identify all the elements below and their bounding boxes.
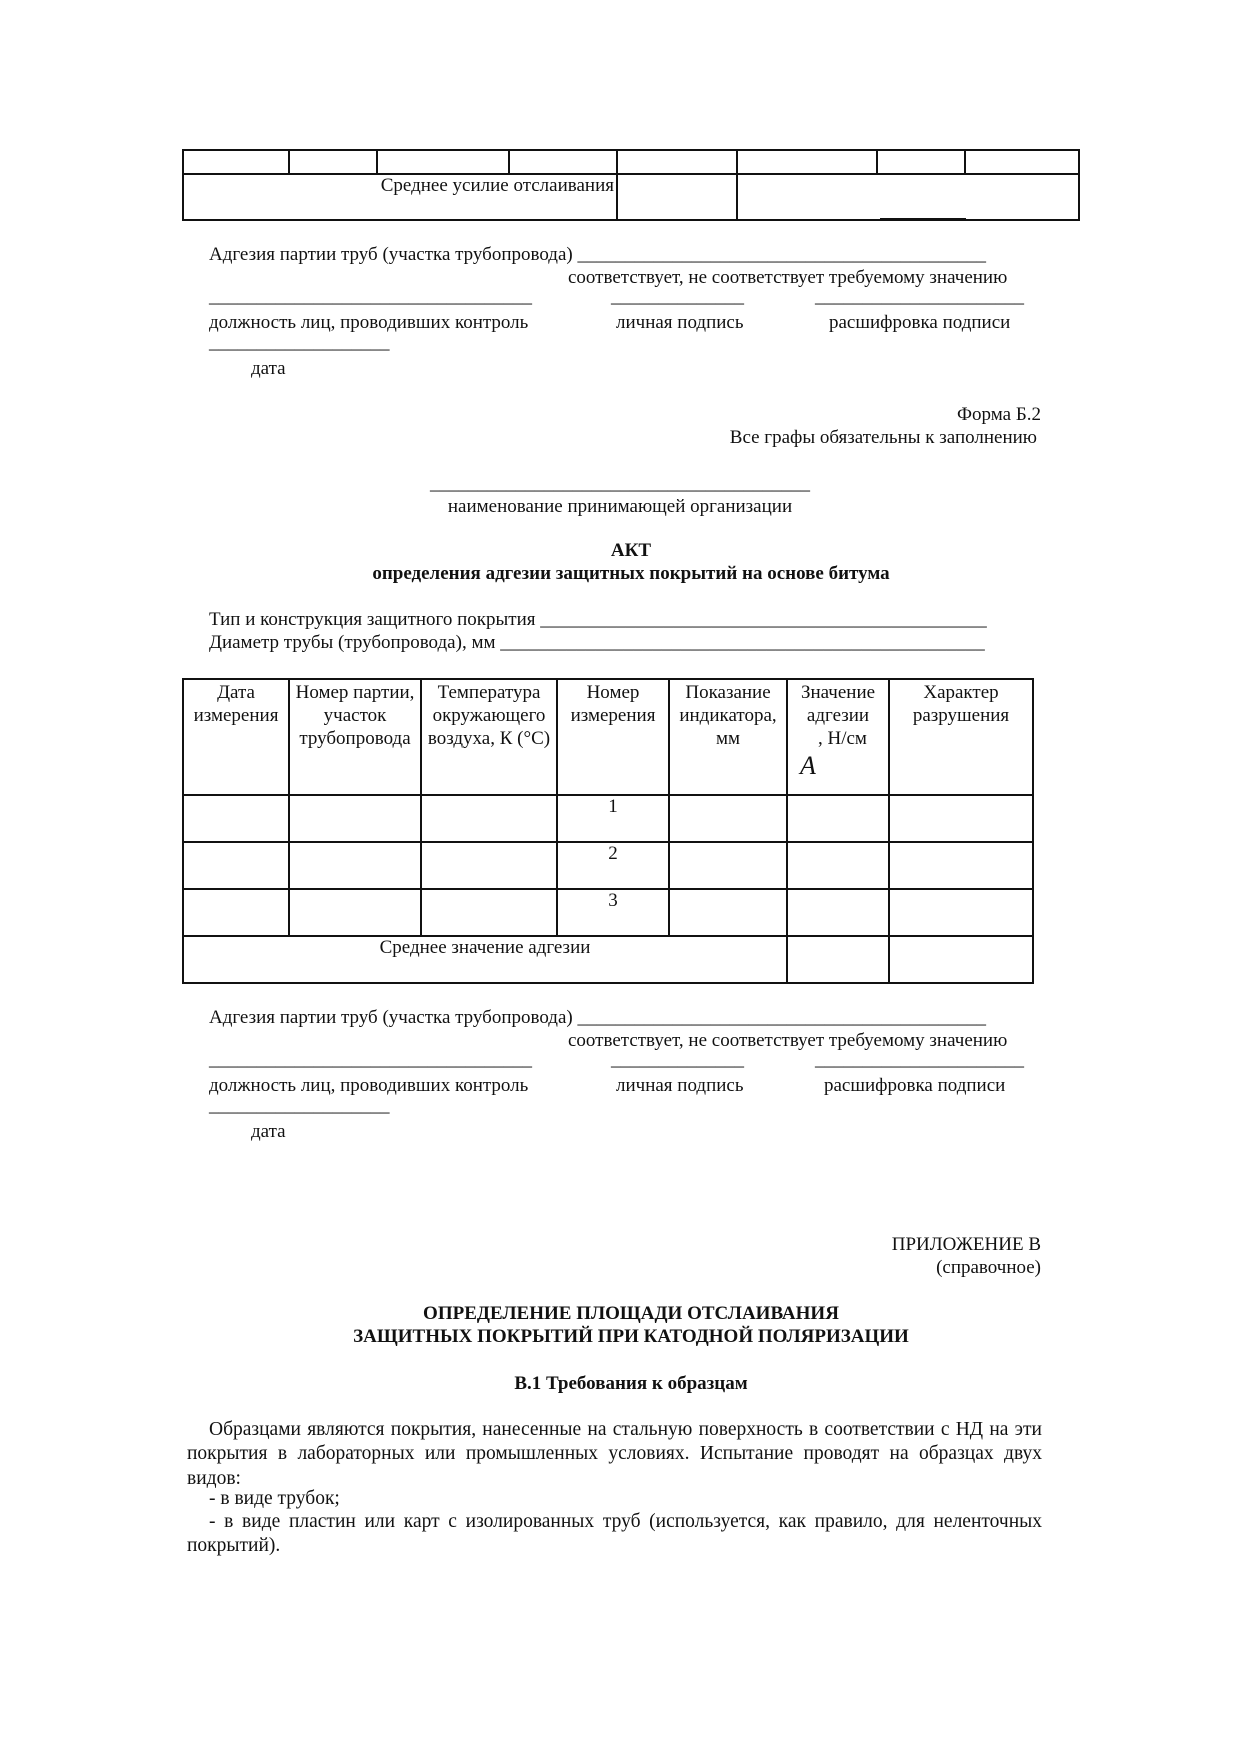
signature-line-position-1: __________________________________ xyxy=(209,286,532,307)
signature-line-personal-2: ______________ xyxy=(611,1049,744,1070)
signature-line-position-2: __________________________________ xyxy=(209,1049,532,1070)
org-line: ________________________________________ xyxy=(430,473,810,494)
table-row xyxy=(183,795,1033,842)
date-line-1: ___________________ xyxy=(209,332,390,353)
appendix-type: (справочное) xyxy=(936,1257,1041,1278)
col-header-failure: Характер разрушения xyxy=(889,679,1033,795)
measurement-number: 1 xyxy=(557,795,669,842)
adhesion-unit: , Н/см xyxy=(818,727,867,749)
org-label: наименование принимающей организации xyxy=(447,496,793,517)
col-header-temperature: Температура окружающего воздуха, К (°С) xyxy=(421,679,557,795)
adhesion-line-2: Адгезия партии труб (участка трубопровода) ___________________________________________ xyxy=(209,1007,986,1028)
conformity-2: соответствует, не соответствует требуемому значению xyxy=(568,1030,1008,1051)
section-title: В.1 Требования к образцам xyxy=(514,1373,748,1394)
col-header-measurement-no: Номер измерения xyxy=(557,679,669,795)
col-header-indicator: Показание индикатора, мм xyxy=(669,679,787,795)
signature-line-decode-2: ______________________ xyxy=(815,1049,1024,1070)
date-label-2: дата xyxy=(251,1121,286,1142)
adhesion-line-1: Адгезия партии труб (участка трубопровода) ___________________________________________ xyxy=(209,244,986,265)
list-item-2: - в виде пластин или карт с изолированных труб (используется, как правило, для неленточных покрытий). xyxy=(187,1511,1042,1557)
date-line-2: ___________________ xyxy=(209,1095,390,1116)
col-header-date: Дата измерения xyxy=(183,679,289,795)
adhesion-table xyxy=(182,678,1034,984)
date-label-1: дата xyxy=(251,358,286,379)
signature-line-personal-1: ______________ xyxy=(611,286,744,307)
conformity-1: соответствует, не соответствует требуемому значению xyxy=(568,267,1008,288)
form-number: Форма Б.2 xyxy=(957,404,1041,425)
section-paragraph: Образцами являются покрытия, нанесенные на стальную поверхность в соответствии с НД на эти покрытия в лабораторных или промышленных условиях. Испытание проводят на образцах двух видов: xyxy=(187,1419,1042,1489)
signature-label-decode-2: расшифровка подписи xyxy=(824,1075,1006,1096)
measurement-number: 3 xyxy=(557,889,669,936)
signature-label-personal-2: личная подпись xyxy=(616,1075,744,1096)
act-title: АКТ xyxy=(610,540,652,561)
act-subtitle: определения адгезии защитных покрытий на основе битума xyxy=(372,563,890,584)
adhesion-symbol: A xyxy=(800,750,816,780)
col-header-batch: Номер партии, участок трубопровода xyxy=(289,679,421,795)
list-item-1: - в виде трубок; xyxy=(209,1488,340,1509)
signature-line-decode-1: ______________________ xyxy=(815,286,1024,307)
pipe-diameter-line: Диаметр трубы (трубопровода), мм ___________________________________________________ xyxy=(209,632,985,653)
signature-label-position-1: должность лиц, проводивших контроль xyxy=(209,312,529,333)
required-note: Все графы обязательны к заполнению xyxy=(729,427,1037,448)
appendix-title-line1: ОПРЕДЕЛЕНИЕ ПЛОЩАДИ ОТСЛАИВАНИЯ xyxy=(423,1303,839,1324)
coating-type-line: Тип и конструкция защитного покрытия _______________________________________________ xyxy=(209,609,987,630)
avg-adhesion-label: Среднее значение адгезии xyxy=(183,936,787,983)
appendix-label: ПРИЛОЖЕНИЕ В xyxy=(891,1234,1041,1255)
table-row xyxy=(183,150,1079,174)
signature-label-decode-1: расшифровка подписи xyxy=(829,312,1011,333)
signature-label-personal-1: личная подпись xyxy=(616,312,744,333)
signature-label-position-2: должность лиц, проводивших контроль xyxy=(209,1075,529,1096)
table-row xyxy=(183,936,1033,983)
avg-peel-label: Среднее усилие отслаивания xyxy=(183,174,617,220)
col-header-adhesion: Значение адгезии A , Н/см xyxy=(787,679,889,795)
appendix-title-line2: ЗАЩИТНЫХ ПОКРЫТИЙ ПРИ КАТОДНОЙ ПОЛЯРИЗАЦИИ xyxy=(353,1326,909,1347)
peel-force-table xyxy=(182,149,1080,221)
table-row xyxy=(183,174,1079,220)
table-row xyxy=(183,889,1033,936)
table-header-row xyxy=(183,679,1033,795)
measurement-number: 2 xyxy=(557,842,669,889)
table-row xyxy=(183,842,1033,889)
